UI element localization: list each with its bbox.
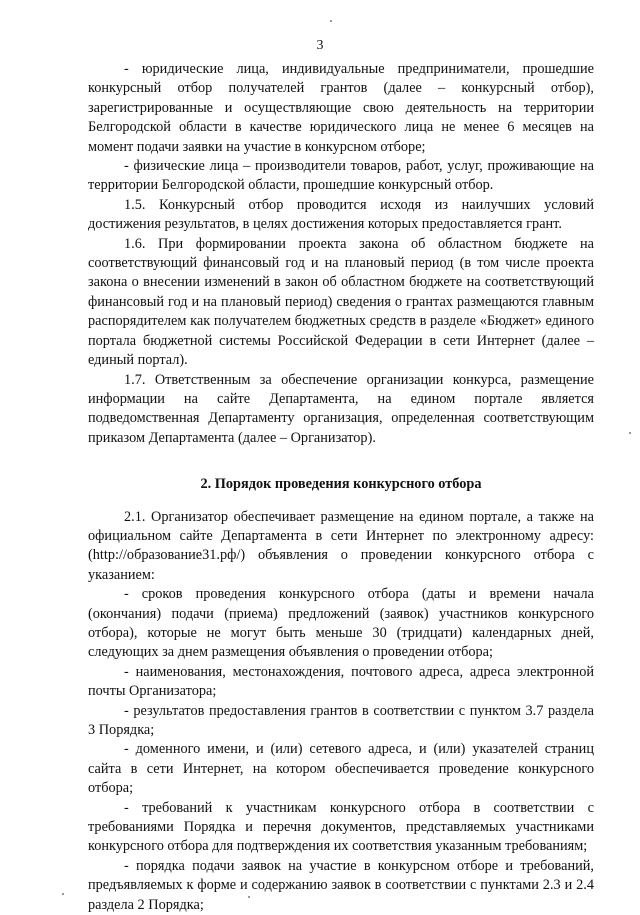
scan-speck bbox=[62, 893, 64, 895]
paragraph: - физические лица – производители товаров, работ, услуг, проживающие на территории Белгородской области, прошедшие конкурсный отбор. bbox=[88, 158, 594, 194]
scan-speck bbox=[629, 432, 631, 434]
section-heading: 2. Порядок проведения конкурсного отбора bbox=[200, 476, 482, 493]
paragraph: - порядка подачи заявок на участие в конкурсном отборе и требований, предъявляемых к форме и содержанию заявок в соответствии с пунктами 2.3 и 2.4 раздела 2 Порядка; bbox=[88, 857, 594, 913]
paragraph: 1.5. Конкурсный отбор проводится исходя из наилучших условий достижения результатов, в целях достижения которых предоставляется грант. bbox=[88, 196, 594, 233]
paragraph: - доменного имени, и (или) сетевого адреса, и (или) указателей страниц сайта в сети Интернет, на котором обеспечивается проведение конкурсного отбора; bbox=[88, 741, 594, 797]
paragraph: - требований к участникам конкурсного отбора в соответствии с требованиями Порядка и перечня документов, представляемых участниками конкурсного отбора для подтверждения их соответствия указанным требованиям; bbox=[88, 799, 594, 855]
document-body bbox=[88, 60, 594, 915]
paragraph: - сроков проведения конкурсного отбора (даты и времени начала (окончания) подачи (приема) предложений (заявок) участников конкурсного отбора), которые не могут быть меньше 30 (тридцати) календарных дней, следующих за днем размещения объявления о проведении отбора; bbox=[88, 586, 594, 661]
paragraph: - результатов предоставления грантов в соответствии с пунктом 3.7 раздела 3 Порядка; bbox=[88, 702, 594, 738]
page-number: 3 bbox=[316, 38, 324, 53]
paragraph: - наименования, местонахождения, почтового адреса, адреса электронной почты Организатора; bbox=[88, 663, 594, 700]
scan-speck bbox=[248, 896, 250, 898]
paragraph: 1.7. Ответственным за обеспечение организации конкурса, размещение информации на сайте Департамента, на едином портале является подведомственная Департаменту организация, определенная соответствующим приказом Департамента (далее – Организатор). bbox=[88, 371, 594, 446]
scan-speck bbox=[330, 20, 332, 22]
paragraph: 1.6. При формировании проекта закона об областном бюджете на соответствующий финансовый год и на плановый период (в том числе проекта закона о внесении изменений в закон об областном бюджете на соответствующий финансовый год и на плановый период) сведения о грантах размещаются главным распорядителем как получателем бюджетных средств в разделе «Бюджет» единого портала бюджетной системы Российской Федерации в сети Интернет (далее – единый портал). bbox=[88, 235, 594, 369]
paragraph: 2.1. Организатор обеспечивает размещение на едином портале, а также на официальном сайте Департамента в сети Интернет по электронному адресу: (http://образование31.рф/) объявления о проведении конкурсного отбора с указанием: bbox=[88, 508, 594, 583]
paragraph: - юридические лица, индивидуальные предприниматели, прошедшие конкурсный отбор получателей грантов (далее – конкурсный отбор), зарегистрированные и осуществляющие свою деятельность на территории Белгородской области в качестве юридического лица не менее 6 месяцев на момент подачи заявки на участие в конкурсном отборе; bbox=[88, 61, 594, 155]
